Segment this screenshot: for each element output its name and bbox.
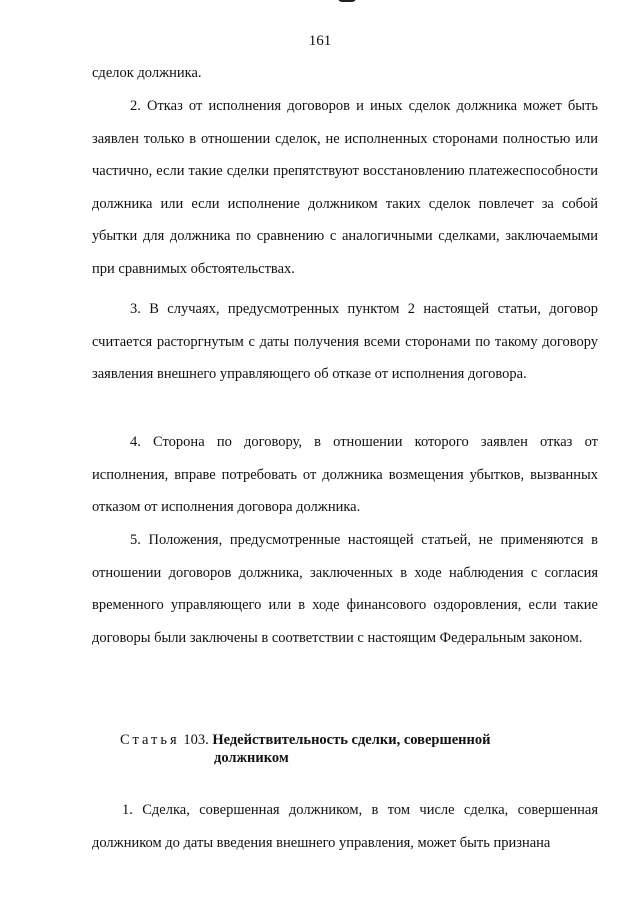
paragraph-continuation: сделок должника. — [92, 65, 202, 81]
paragraph-item-2: 2. Отказ от исполнения договоров и иных сделок должника может быть заявлен только в отношении сделок, не исполненных сторонами полностью или частично, если такие сделки препятствуют восстановлению платежеспособности должника или если исполнение должником таких сделок повлечет за собой убытки для должника по сравнению с аналогичными сделками, заключаемыми при сравнимых обстоятельствах. — [92, 98, 598, 277]
article-prefix: Статья — [120, 732, 180, 748]
header-mark — [338, 0, 356, 2]
page-number: 161 — [308, 33, 332, 49]
paragraph-article-item-1: 1. Сделка, совершенная должником, в том числе сделка, совершенная должником до даты введения внешнего управления, может быть признана — [92, 802, 598, 851]
article-title-line2: должником — [214, 750, 289, 766]
article-title-line1: Недействительность сделки, совершенной — [212, 732, 491, 748]
paragraph-item-5: 5. Положения, предусмотренные настоящей статьей, не применяются в отношении договоров должника, заключенных в ходе наблюдения с согласия временного управляющего или в ходе финансового оздоровления, если такие договоры были заключены в соответствии с настоящим Федеральным законом. — [92, 532, 598, 646]
article-heading — [120, 731, 540, 767]
cropped-header-fragment — [296, 0, 366, 4]
paragraph-item-4: 4. Сторона по договору, в отношении которого заявлен отказ от исполнения, вправе потребовать от должника возмещения убытков, вызванных отказом от исполнения договора должника. — [92, 434, 598, 515]
paragraph-item-3: 3. В случаях, предусмотренных пунктом 2 настоящей статьи, договор считается расторгнутым с даты получения всеми сторонами по такому договору заявления внешнего управляющего об отказе от исполнения договора. — [92, 301, 598, 382]
article-number: 103. — [179, 732, 213, 748]
